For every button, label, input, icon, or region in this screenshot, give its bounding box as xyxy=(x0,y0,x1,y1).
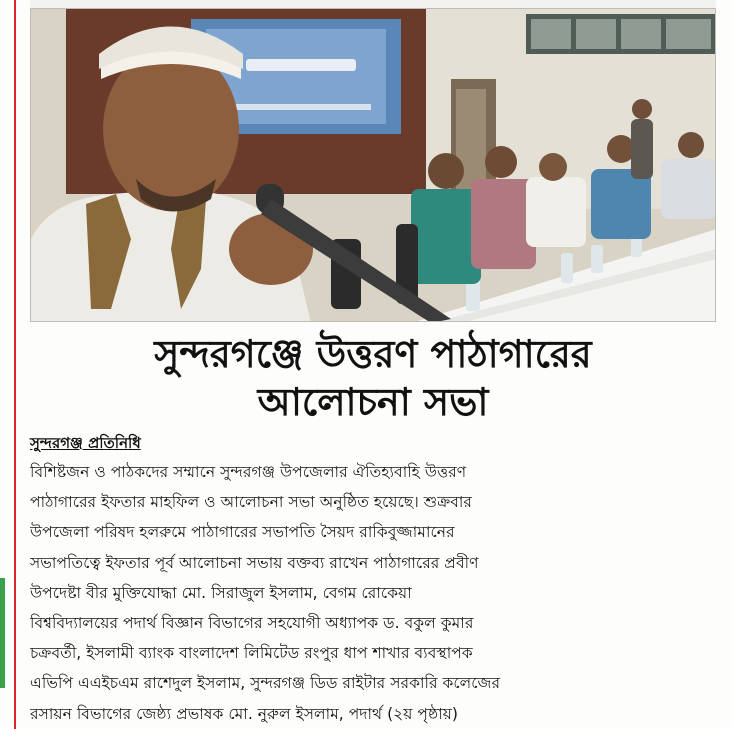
edge-marker xyxy=(0,578,5,688)
body-line: পাঠাগারের ইফতার মাহফিল ও আলোচনা সভা অনুষ্ঠিত হয়েছে। শুক্রবার xyxy=(30,493,473,512)
headline-line-2: আলোচনা সভা xyxy=(257,380,489,424)
byline: সুন্দরগঞ্জ প্রতিনিধি xyxy=(30,434,141,452)
headline-line-1: সুন্দরগঞ্জে উত্তরণ পাঠাগারের xyxy=(154,332,592,376)
body-line: রসায়ন বিভাগের জেষ্ঠ্য প্রভাষক মো. নুরুল ইসলাম, পদার্থ (২য় পৃষ্ঠায়) xyxy=(30,704,458,723)
body-line: উপদেষ্টা বীর মুক্তিযোদ্ধা মো. সিরাজুল ইসলাম, বেগম রোকেয়া xyxy=(30,583,412,602)
body-line: সভাপতিত্বে ইফতার পূর্ব আলোচনা সভায় বক্তব্য রাখেন পাঠাগারের প্রবীণ xyxy=(30,553,479,572)
body-line: বিশিষ্টজন ও পাঠকদের সম্মানে সুন্দরগঞ্জ উপজেলার ঐতিহ্যবাহি উত্তরণ xyxy=(30,463,467,481)
article-headline xyxy=(30,330,716,426)
body-line: বিশ্ববিদ্যালয়ের পদার্থ বিজ্ঞান বিভাগের সহযোগী অধ্যাপক ড. বকুল কুমার xyxy=(30,614,474,633)
cropped-text-strip xyxy=(30,0,716,8)
body-line: চক্রবর্তী, ইসলামী ব্যাংক বাংলাদেশ লিমিটেড রংপুর ধাপ শাখার ব্যবস্থাপক xyxy=(30,644,473,663)
body-line: উপজেলা পরিষদ হলরুমে পাঠাগারের সভাপতি সৈয়দ রাকিবুজ্জামানের xyxy=(30,523,455,542)
news-photo xyxy=(30,8,716,322)
body-line: এভিপি এএইচএম রাশেদুল ইসলাম, সুন্দরগঞ্জ ডিড রাইটার সরকারি কলেজের xyxy=(30,674,501,693)
article-body xyxy=(30,457,716,729)
column-rule xyxy=(14,0,16,729)
event-photo-illustration xyxy=(31,9,716,322)
